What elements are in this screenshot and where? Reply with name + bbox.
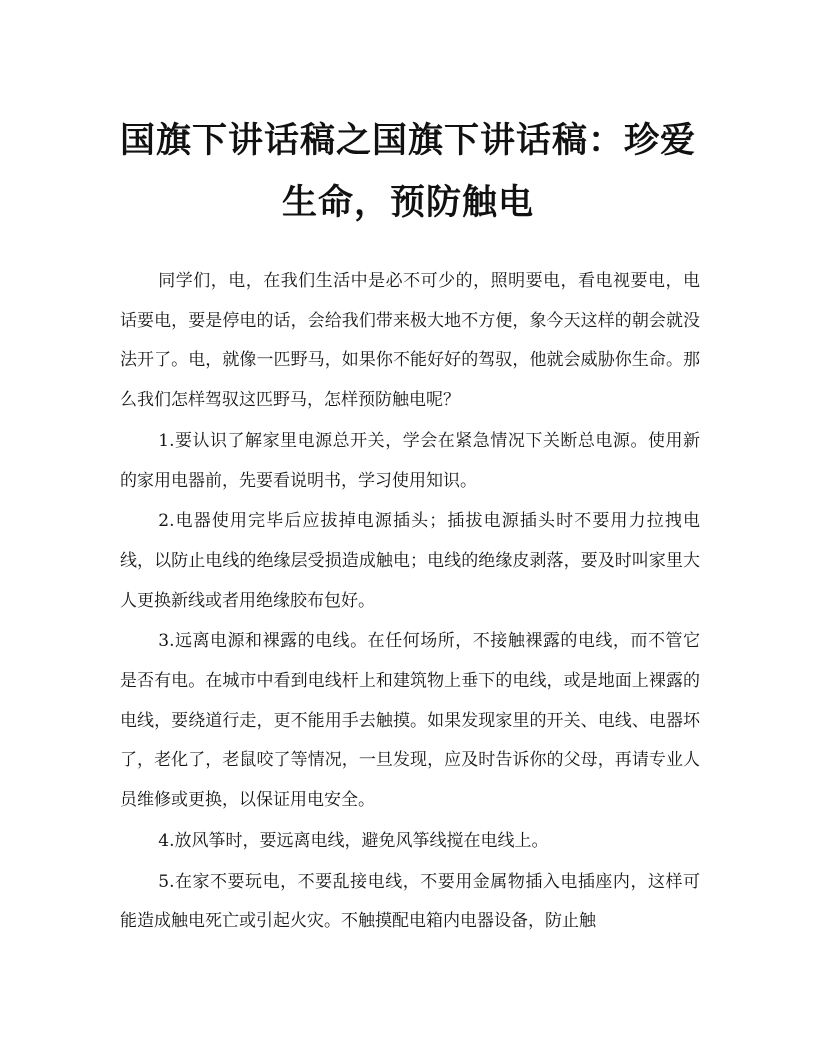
paragraph-item-2: 2.电器使用完毕后应拔掉电源插头；插拔电源插头时不要用力拉拽电线，以防止电线的绝缘层受损造成触电；电线的绝缘皮剥落，要及时叫家里大人更换新线或者用绝缘胶布包好。 — [120, 511, 700, 611]
paragraph-intro: 同学们，电，在我们生活中是必不可少的，照明要电，看电视要电，电话要电，要是停电的话，会给我们带来极大地不方便，象今天这样的朝会就没法开了。电，就像一匹野马，如果你不能好好的驾驭，他就会威胁你生命。那么我们怎样驾驭这匹野马，怎样预防触电呢？ — [120, 271, 700, 411]
paragraph-item-4: 4.放风筝时，要远离电线，避免风筝线搅在电线上。 — [158, 830, 549, 851]
paragraph-item-5: 5.在家不要玩电，不要乱接电线，不要用金属物插入电插座内，这样可能造成触电死亡或引起火灾。不触摸配电箱内电器设备，防止触 — [120, 871, 700, 932]
paragraph-item-3: 3.远离电源和裸露的电线。在任何场所，不接触裸露的电线，而不管它是否有电。在城市中看到电线杆上和建筑物上垂下的电线，或是地面上裸露的电线，要绕道行走，更不能用手去触摸。如果发现家里的开关、电线、电器坏了，老化了，老鼠咬了等情况，一旦发现，应及时告诉你的父母，再请专业人员维修或更换，以保证用电安全。 — [120, 631, 700, 811]
document-body — [120, 262, 700, 943]
paragraph-item-1: 1.要认识了解家里电源总开关，学会在紧急情况下关断总电源。使用新的家用电器前，先要看说明书，学习使用知识。 — [120, 430, 700, 491]
document-title: 国旗下讲话稿之国旗下讲话稿：珍爱生命，预防触电 — [119, 120, 696, 223]
